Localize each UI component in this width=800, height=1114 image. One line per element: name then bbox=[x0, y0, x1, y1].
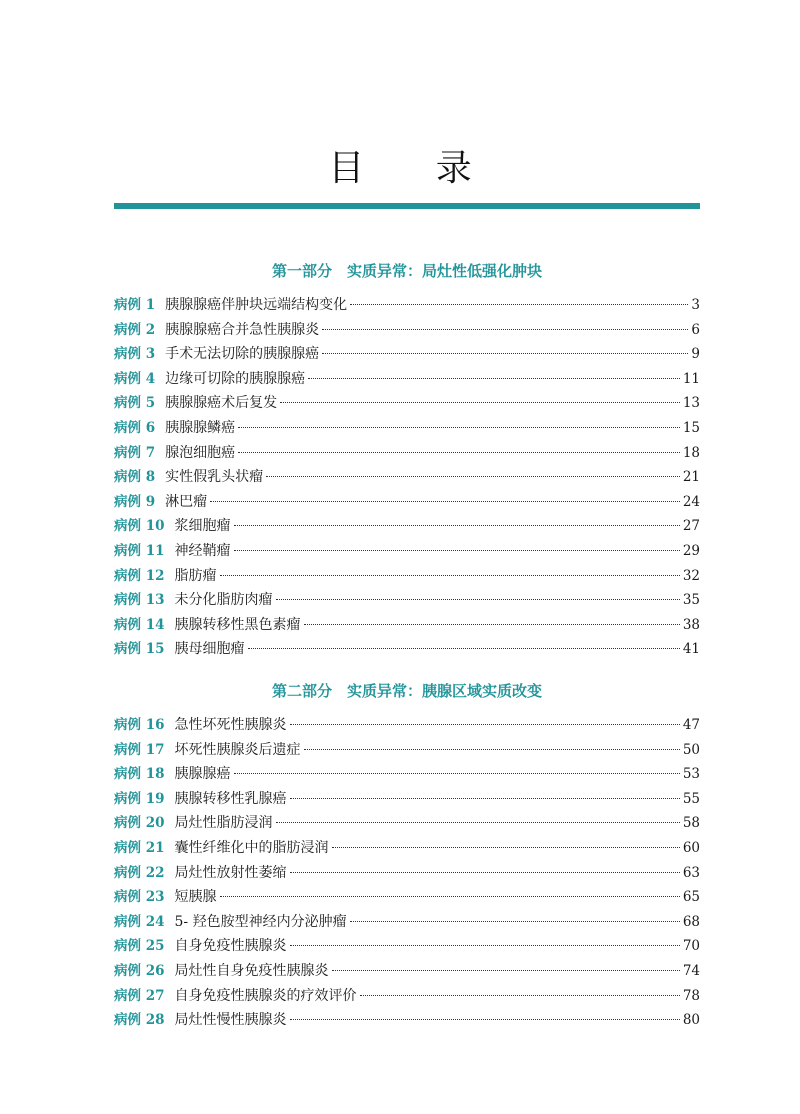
toc-entry[interactable] bbox=[114, 318, 700, 343]
page-number: 65 bbox=[682, 889, 700, 906]
entry-title: 短胰腺 bbox=[174, 889, 217, 906]
entry-title: 局灶性放射性萎缩 bbox=[174, 864, 287, 881]
case-label: 病例 8 bbox=[114, 469, 156, 486]
case-label: 病例 10 bbox=[114, 518, 165, 535]
dot-leader bbox=[308, 378, 680, 379]
toc-entry[interactable] bbox=[114, 713, 700, 738]
entry-title: 胰腺腺癌伴肿块远端结构变化 bbox=[165, 297, 348, 313]
toc-entry[interactable] bbox=[114, 613, 700, 638]
dot-leader bbox=[322, 329, 688, 330]
toc-entry[interactable] bbox=[114, 762, 700, 787]
page-number: 15 bbox=[682, 419, 700, 436]
toc-entry[interactable] bbox=[114, 564, 700, 589]
entry-title: 局灶性脂肪浸润 bbox=[174, 815, 273, 832]
toc-entry[interactable] bbox=[114, 637, 700, 662]
entry-title: 胰腺腺鳞癌 bbox=[165, 419, 236, 436]
dot-leader bbox=[304, 749, 680, 750]
page-number: 32 bbox=[682, 567, 700, 584]
entry-title: 5- 羟色胺型神经内分泌肿瘤 bbox=[174, 913, 347, 930]
dot-leader bbox=[290, 798, 680, 799]
page-number: 63 bbox=[682, 864, 700, 881]
case-label: 病例 28 bbox=[114, 1012, 165, 1029]
entry-title: 胰腺转移性黑色素瘤 bbox=[174, 616, 301, 633]
toc-entry[interactable] bbox=[114, 959, 700, 984]
toc-entry[interactable] bbox=[114, 811, 700, 836]
page-number: 55 bbox=[682, 790, 700, 807]
page-number: 68 bbox=[682, 913, 700, 930]
entry-title: 急性坏死性胰腺炎 bbox=[174, 717, 287, 733]
page-number: 80 bbox=[682, 1012, 700, 1029]
entry-title: 手术无法切除的胰腺腺癌 bbox=[165, 346, 320, 363]
case-label: 病例 1 bbox=[114, 297, 156, 313]
entry-title: 坏死性胰腺炎后遗症 bbox=[174, 741, 301, 758]
case-label: 病例 6 bbox=[114, 419, 156, 436]
case-label: 病例 25 bbox=[114, 938, 165, 955]
dot-leader bbox=[234, 525, 680, 526]
dot-leader bbox=[234, 550, 680, 551]
entry-title: 浆细胞瘤 bbox=[174, 518, 231, 535]
toc-entry[interactable] bbox=[114, 787, 700, 812]
case-label: 病例 7 bbox=[114, 444, 156, 461]
entry-title: 自身免疫性胰腺炎 bbox=[174, 938, 287, 955]
page-number: 38 bbox=[682, 616, 700, 633]
page-number: 53 bbox=[682, 766, 700, 783]
page-number: 70 bbox=[682, 938, 700, 955]
dot-leader bbox=[220, 896, 680, 897]
dot-leader bbox=[276, 599, 680, 600]
toc-entry[interactable] bbox=[114, 1008, 700, 1033]
toc-entry[interactable] bbox=[114, 861, 700, 886]
page-number: 3 bbox=[691, 297, 700, 313]
dot-leader bbox=[234, 773, 680, 774]
dot-leader bbox=[290, 945, 680, 946]
case-label: 病例 27 bbox=[114, 987, 165, 1004]
entry-title: 神经鞘瘤 bbox=[174, 542, 231, 559]
entry-title: 局灶性自身免疫性胰腺炎 bbox=[174, 962, 329, 979]
case-label: 病例 21 bbox=[114, 839, 165, 856]
entry-title: 实性假乳头状瘤 bbox=[165, 469, 264, 486]
case-label: 病例 13 bbox=[114, 592, 165, 609]
case-label: 病例 20 bbox=[114, 815, 165, 832]
page-number: 18 bbox=[682, 444, 700, 461]
toc-entry[interactable] bbox=[114, 441, 700, 466]
case-label: 病例 23 bbox=[114, 889, 165, 906]
dot-leader bbox=[290, 724, 680, 725]
toc-entry[interactable] bbox=[114, 885, 700, 910]
dot-leader bbox=[238, 427, 680, 428]
section-heading: 第一部分 实质异常：局灶性低强化肿块 bbox=[271, 262, 542, 280]
entry-title: 胰腺腺癌术后复发 bbox=[165, 395, 278, 412]
dot-leader bbox=[322, 353, 688, 354]
case-label: 病例 22 bbox=[114, 864, 165, 881]
dot-leader bbox=[332, 970, 680, 971]
entry-title: 腺泡细胞癌 bbox=[165, 444, 236, 461]
page-number: 47 bbox=[682, 717, 700, 733]
page-number: 58 bbox=[682, 815, 700, 832]
entry-title: 边缘可切除的胰腺腺癌 bbox=[165, 370, 306, 387]
toc-entry[interactable] bbox=[114, 367, 700, 392]
page-number: 11 bbox=[682, 370, 700, 387]
page-number: 41 bbox=[682, 641, 700, 658]
entry-title: 胰腺转移性乳腺癌 bbox=[174, 790, 287, 807]
toc-entry[interactable] bbox=[114, 836, 700, 861]
entry-title: 脂肪瘤 bbox=[174, 567, 217, 584]
toc-entry[interactable] bbox=[114, 934, 700, 959]
page-number: 27 bbox=[682, 518, 700, 535]
entry-title: 胰腺腺癌合并急性胰腺炎 bbox=[165, 321, 320, 338]
dot-leader bbox=[280, 402, 680, 403]
case-label: 病例 15 bbox=[114, 641, 165, 658]
title-divider bbox=[114, 203, 700, 209]
entry-title: 自身免疫性胰腺炎的疗效评价 bbox=[174, 987, 357, 1004]
toc-part-1 bbox=[114, 259, 700, 662]
entry-title: 胰母细胞瘤 bbox=[174, 641, 245, 658]
dot-leader bbox=[266, 476, 680, 477]
dot-leader bbox=[220, 575, 680, 576]
case-label: 病例 5 bbox=[114, 395, 156, 412]
case-label: 病例 18 bbox=[114, 766, 165, 783]
toc-entry[interactable] bbox=[114, 910, 700, 935]
dot-leader bbox=[276, 822, 680, 823]
dot-leader bbox=[248, 648, 680, 649]
dot-leader bbox=[290, 1019, 680, 1020]
page-number: 9 bbox=[691, 346, 700, 363]
dot-leader bbox=[360, 995, 680, 996]
case-label: 病例 11 bbox=[114, 542, 165, 559]
dot-leader bbox=[350, 304, 688, 305]
case-label: 病例 16 bbox=[114, 717, 165, 733]
page-number: 29 bbox=[682, 542, 700, 559]
dot-leader bbox=[350, 921, 680, 922]
case-label: 病例 12 bbox=[114, 567, 165, 584]
dot-leader bbox=[332, 847, 680, 848]
case-label: 病例 9 bbox=[114, 493, 156, 510]
case-label: 病例 3 bbox=[114, 346, 156, 363]
page-number: 24 bbox=[682, 493, 700, 510]
dot-leader bbox=[210, 501, 680, 502]
page-number: 60 bbox=[682, 839, 700, 856]
entry-title: 淋巴瘤 bbox=[165, 493, 208, 510]
case-label: 病例 14 bbox=[114, 616, 165, 633]
page-number: 13 bbox=[682, 395, 700, 412]
toc-entry[interactable] bbox=[114, 293, 700, 318]
page-number: 74 bbox=[682, 962, 700, 979]
entry-title: 未分化脂肪肉瘤 bbox=[174, 592, 273, 609]
case-label: 病例 19 bbox=[114, 790, 165, 807]
dot-leader bbox=[304, 624, 680, 625]
toc-entry[interactable] bbox=[114, 588, 700, 613]
toc-entry[interactable] bbox=[114, 738, 700, 763]
case-label: 病例 2 bbox=[114, 321, 156, 338]
case-label: 病例 17 bbox=[114, 741, 165, 758]
toc-entry[interactable] bbox=[114, 465, 700, 490]
page-title: 目 录 bbox=[328, 148, 502, 189]
toc-entry[interactable] bbox=[114, 984, 700, 1009]
case-label: 病例 26 bbox=[114, 962, 165, 979]
section-heading: 第二部分 实质异常：胰腺区域实质改变 bbox=[271, 682, 542, 700]
entry-title: 囊性纤维化中的脂肪浸润 bbox=[174, 839, 329, 856]
entry-title: 胰腺腺癌 bbox=[174, 766, 231, 783]
toc-entry[interactable] bbox=[114, 416, 700, 441]
dot-leader bbox=[290, 872, 680, 873]
page-number: 78 bbox=[682, 987, 700, 1004]
toc-part-2 bbox=[114, 679, 700, 1033]
toc-entry[interactable] bbox=[114, 391, 700, 416]
entry-title: 局灶性慢性胰腺炎 bbox=[174, 1012, 287, 1029]
toc-entry[interactable] bbox=[114, 342, 700, 367]
dot-leader bbox=[238, 452, 680, 453]
toc-entry[interactable] bbox=[114, 514, 700, 539]
case-label: 病例 4 bbox=[114, 370, 156, 387]
toc-entry[interactable] bbox=[114, 539, 700, 564]
page-number: 21 bbox=[682, 469, 700, 486]
page-number: 35 bbox=[682, 592, 700, 609]
page-number: 6 bbox=[691, 321, 700, 338]
page-number: 50 bbox=[682, 741, 700, 758]
case-label: 病例 24 bbox=[114, 913, 165, 930]
toc-entry[interactable] bbox=[114, 490, 700, 515]
